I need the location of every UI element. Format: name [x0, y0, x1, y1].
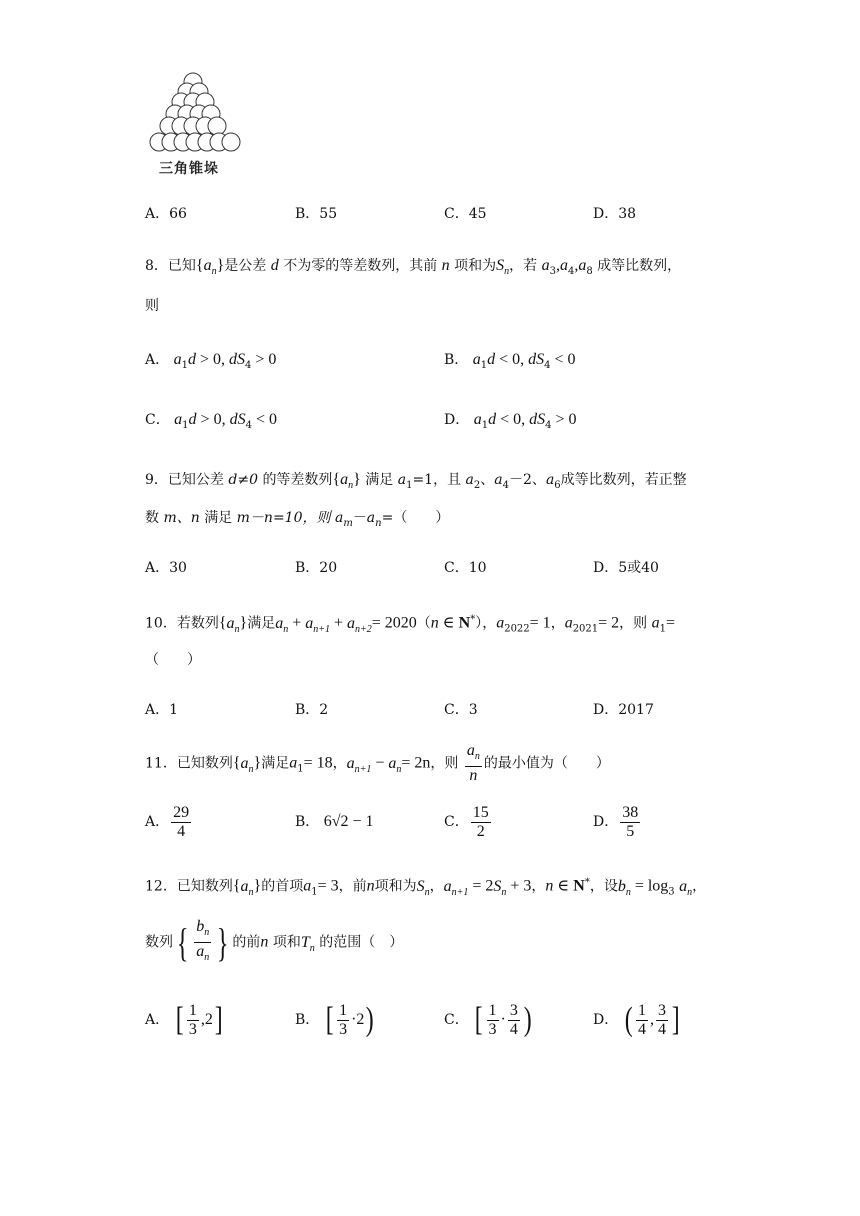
q10-option-a: A．1 [145, 702, 179, 718]
q8-option-a: A． $a_1d > 0$, $dS_4 > 0$ [145, 351, 277, 371]
q11-option-b: B． 6√2 − 1 [295, 813, 374, 830]
pyramid-figure [145, 70, 245, 180]
q11-option-c: C． $\frac{15}{2}$ [444, 803, 489, 840]
q8-stem-line2: 则 [145, 298, 159, 314]
q12-option-d: D． ( $\frac{1}{4}$ , $\frac{3}{4}$ ] [593, 1001, 680, 1038]
q10-option-b: B．2 [295, 702, 329, 718]
q8-option-b: B． $a_1d < 0$, $dS_4 < 0$ [444, 351, 576, 371]
q9-stem-line2: 数 m、n 满足 m－n=10，则 $a_m-a_n=$（ ） [145, 510, 450, 529]
q10-stem-line2: （ ） [145, 652, 201, 668]
q8-stem: 8．已知$\{a_n\}$是公差 d 不为零的等差数列，其前 n 项和为$S_n$，若 $a_3,a_4,a_8$ 成等比数列， [145, 257, 682, 278]
q9-option-a: A．30 [145, 560, 187, 576]
sphere-pyramid-icon [145, 70, 245, 160]
q11-option-a: A． $\frac{29}{4}$ [145, 803, 190, 840]
q9-option-b: B．20 [295, 560, 338, 576]
q12-option-c: C． [ $\frac{1}{3}$ · $\frac{3}{4}$ ) [444, 1001, 532, 1038]
q7-option-c: C．45 [444, 206, 487, 222]
q9-option-d: D．5或40 [593, 560, 659, 576]
q9-option-c: C．10 [444, 560, 487, 576]
q7-option-d: D．38 [593, 206, 637, 222]
q7-option-b: B．55 [295, 206, 338, 222]
q11-stem: 11．已知数列$\{a_n\}$满足$a_1= 18$，$a_{n+1} - a_n= 2n$，则 $\frac{a_n}{n}$ 的最小值为（ ） [145, 742, 610, 785]
q12-stem: 12．已知数列$\{a_n\}$的首项$a_1= 3$，前n项和为$S_n$，$a_{n+1} = 2S_n + 3$，n ∈ N*，设$b_n = \log_3 a_n$， [145, 877, 707, 898]
q12-option-a: A． [ $\frac{1}{3}$ ,2] [145, 1001, 223, 1038]
q7-option-a: A．66 [145, 206, 187, 222]
figure-caption: 三角锥垛 [159, 161, 219, 177]
q8-option-d: D． $a_1d < 0$, $dS_4 > 0$ [444, 411, 577, 431]
q10-option-d: D．2017 [593, 702, 654, 718]
q11-option-d: D． $\frac{38}{5}$ [593, 803, 639, 840]
q9-stem: 9．已知公差 d≠0 的等差数列$\{a_n\}$ 满足 $a_1=1$，且 $a_2$、$a_4-2$、$a_6$成等比数列，若正整 [145, 471, 687, 492]
q8-option-c: C． $a_1d > 0$, $dS_4 < 0$ [145, 411, 277, 431]
q10-option-c: C．3 [444, 702, 478, 718]
q12-option-b: B． [ $\frac{1}{3}$ ·2) [295, 1001, 375, 1038]
q10-stem: 10．若数列$\{a_n\}$满足$a_n + a_{n+1} + a_{n+2}= 2020(n$ ∈ N*），$a_{2022}= 1$，$a_{2021}= 2$，则 $a_1=$ [145, 614, 676, 635]
q12-stem-line2: 数列{ $\frac{b_n}{a_n}$ } 的前n 项和$T_n$ 的范围（ ） [145, 918, 404, 965]
